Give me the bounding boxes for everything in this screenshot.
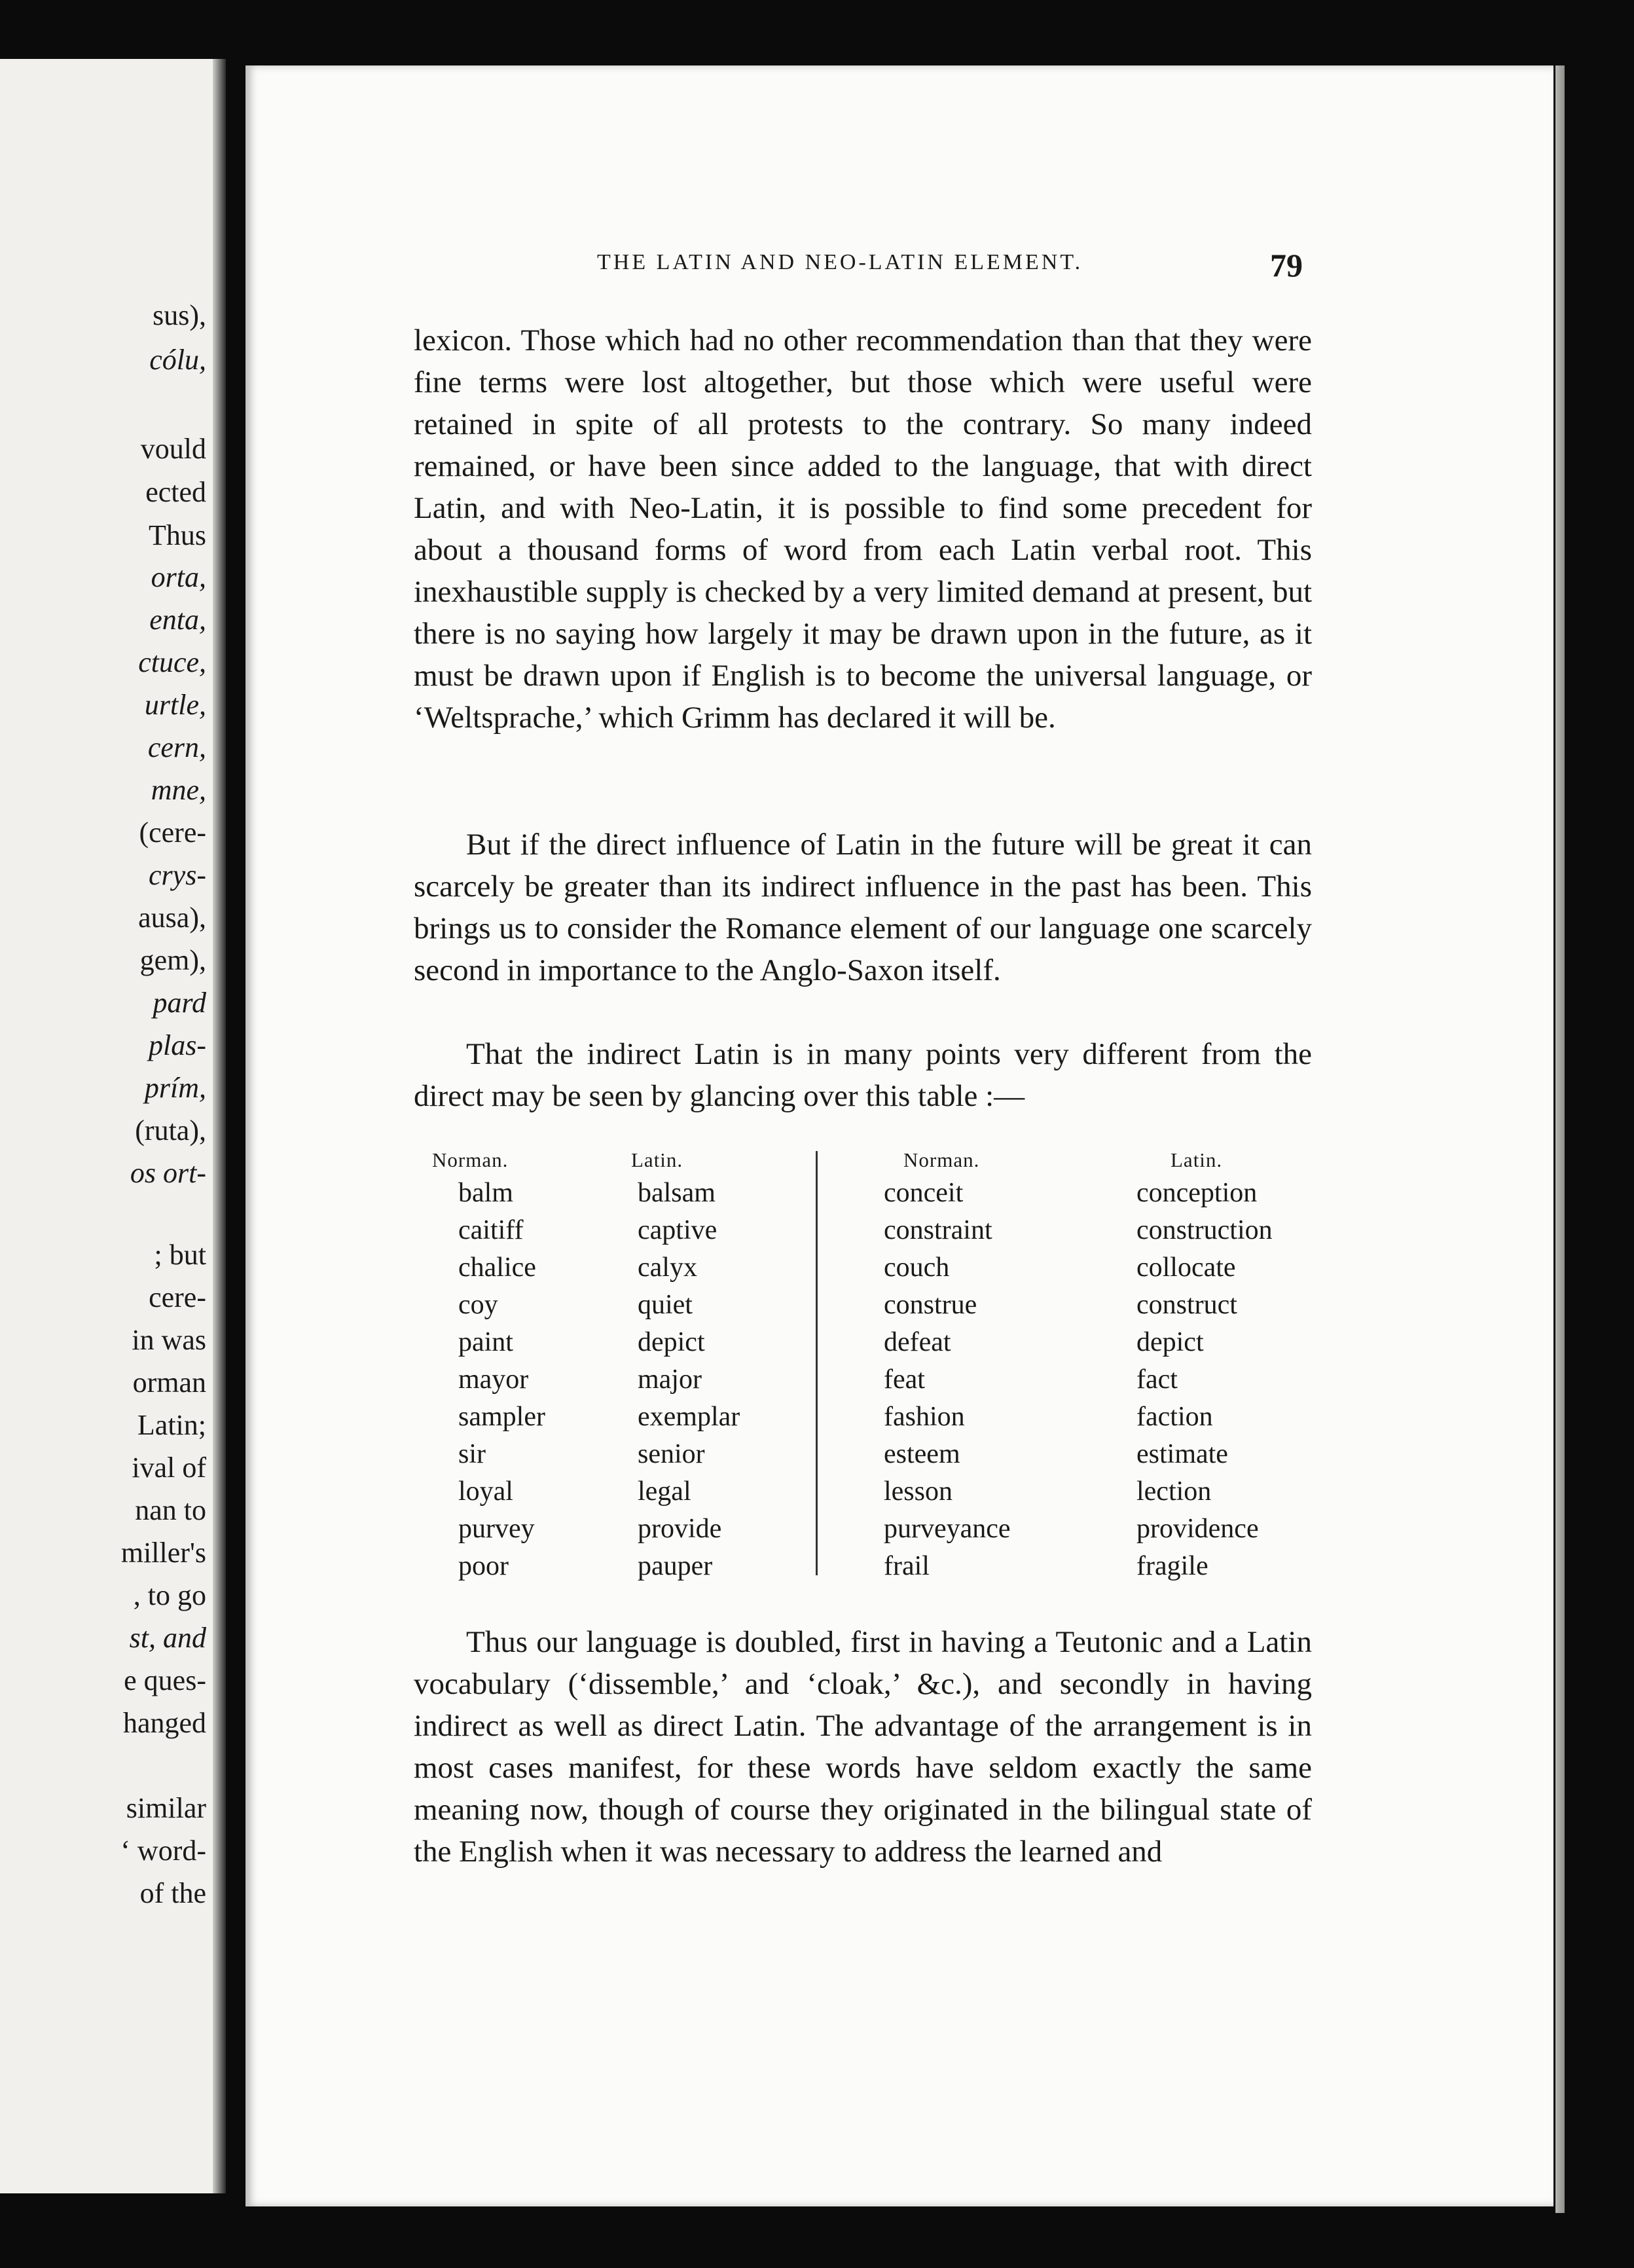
column-header: Latin. <box>631 1148 683 1171</box>
facing-page-line: , to go <box>133 1579 206 1611</box>
paragraph-2: But if the direct influence of Latin in the future will be great it can scarcely be greater than its indirect influence in the past has been. This brings us to consider the Romance element of our language one scarcely second in importance to the Anglo-Saxon itself. <box>414 828 1312 987</box>
facing-page-line: ival of <box>132 1452 206 1484</box>
facing-page-line: of the <box>139 1877 206 1909</box>
facing-page-line: plas- <box>149 1029 206 1061</box>
facing-page-line: crys- <box>149 859 206 891</box>
paragraph-3: That the indirect Latin is in many points very different from the direct may be seen by glancing over this table :— <box>414 1037 1312 1113</box>
facing-page-line: prím, <box>144 1072 206 1104</box>
table-cell: chalice <box>458 1253 536 1283</box>
facing-page-line: cern, <box>147 731 206 763</box>
page-number: 79 <box>1270 247 1303 284</box>
table-cell: provide <box>638 1514 722 1544</box>
facing-page-line: ‘ word- <box>120 1835 206 1867</box>
table-cell: feat <box>884 1364 925 1395</box>
table-cell: mayor <box>458 1364 529 1395</box>
table-cell: constraint <box>884 1215 992 1245</box>
facing-page-line: ; but <box>154 1239 206 1271</box>
table-column-norman-2 <box>884 1146 1011 1585</box>
facing-page-line: nan to <box>135 1494 206 1526</box>
table-divider <box>816 1151 818 1575</box>
table-cell: poor <box>458 1551 509 1581</box>
facing-page-line: (cere- <box>139 816 206 849</box>
table-cell: lesson <box>884 1476 953 1507</box>
facing-page-line: gem), <box>139 944 206 976</box>
table-cell: coy <box>458 1290 498 1320</box>
facing-page-line: os ort- <box>130 1157 206 1189</box>
facing-page-line: mne, <box>151 774 206 806</box>
table-cell: balsam <box>638 1178 716 1208</box>
facing-page-line: orta, <box>151 561 206 593</box>
table-cell: purveyance <box>884 1514 1011 1544</box>
facing-page-line: ected <box>145 476 206 508</box>
facing-page-line: hanged <box>122 1707 206 1739</box>
table-cell: construe <box>884 1290 977 1320</box>
table-cell: caitiff <box>458 1215 524 1245</box>
table-cell: conceit <box>884 1178 964 1208</box>
paragraph-4: Thus our language is doubled, first in having a Teutonic and a Latin vocabulary (‘dissemble,’ and ‘cloak,’ &c.), and secondly in having indirect as well as direct Latin. The advantage of the arrangement is in most cases manifest, for these words have seldom exactly the same meaning now, though of course they originated in the bilingual state of the English when it was necessary to address the learned and <box>414 1625 1312 1869</box>
table-column-latin-1 <box>628 1146 740 1585</box>
table-cell: fashion <box>884 1402 965 1432</box>
table-cell: providence <box>1136 1514 1259 1544</box>
book-gutter <box>213 59 226 2193</box>
facing-page-line: ausa), <box>138 902 206 934</box>
facing-page-line: urtle, <box>144 689 206 721</box>
table-cell: esteem <box>884 1439 960 1469</box>
facing-page <box>0 59 226 2193</box>
facing-page-line: miller's <box>120 1537 206 1569</box>
paragraph-1: lexicon. Those which had no other recommendation than that they were fine terms were lost altogether, but those which were useful were retained in spite of all protests to the contrary. So many indeed remained, or have been since added to the language, that with direct Latin, and with Neo-Latin, it is possible to find some precedent for about a thousand forms of word from each Latin verbal root. This inexhaustible supply is checked by a very limited demand at present, but there is no saying how largely it may be drawn upon in the future, as it must be drawn upon if English is to become the universal language, or ‘Weltsprache,’ which Grimm has declared it will be. <box>414 323 1312 735</box>
table-cell: purvey <box>458 1514 535 1544</box>
table-cell: couch <box>884 1253 950 1283</box>
table-cell: lection <box>1136 1476 1212 1507</box>
table-cell: sampler <box>458 1402 545 1432</box>
column-header: Norman. <box>432 1148 509 1171</box>
facing-page-line: orman <box>132 1366 206 1399</box>
word-table <box>432 1146 1322 1591</box>
facing-page-line: Thus <box>149 519 206 551</box>
table-cell: faction <box>1136 1402 1213 1432</box>
table-cell: defeat <box>884 1327 951 1357</box>
table-cell: loyal <box>458 1476 513 1507</box>
table-cell: captive <box>638 1215 717 1245</box>
facing-page-line: vould <box>140 433 206 465</box>
table-cell: pauper <box>638 1551 713 1581</box>
table-cell: depict <box>1136 1327 1204 1357</box>
table-cell: calyx <box>638 1253 697 1283</box>
facing-page-line: (ruta), <box>135 1114 206 1146</box>
table-cell: collocate <box>1136 1253 1236 1283</box>
table-cell: exemplar <box>638 1402 740 1432</box>
facing-page-line: ctuce, <box>138 646 206 678</box>
table-cell: paint <box>458 1327 513 1357</box>
facing-page-line: in was <box>132 1324 206 1356</box>
table-cell: legal <box>638 1476 691 1507</box>
page-edge <box>1555 65 1565 2213</box>
facing-page-line: sus), <box>153 299 206 331</box>
column-header: Latin. <box>1171 1148 1223 1171</box>
running-head: THE LATIN AND NEO-LATIN ELEMENT. <box>597 250 1083 274</box>
column-header: Norman. <box>903 1148 980 1171</box>
facing-page-line: cere- <box>149 1281 206 1313</box>
table-cell: depict <box>638 1327 705 1357</box>
table-cell: estimate <box>1136 1439 1228 1469</box>
table-cell: quiet <box>638 1290 693 1320</box>
table-cell: senior <box>638 1439 705 1469</box>
table-cell: sir <box>458 1439 486 1469</box>
facing-page-line: st, and <box>129 1622 206 1654</box>
facing-page-line: pard <box>153 987 206 1019</box>
table-cell: conception <box>1136 1178 1258 1208</box>
table-column-norman-1 <box>432 1146 545 1585</box>
facing-page-line: Latin; <box>137 1409 206 1441</box>
facing-page-line: e ques- <box>124 1664 206 1696</box>
table-cell: fact <box>1136 1364 1178 1395</box>
table-cell: construct <box>1136 1290 1237 1320</box>
table-cell: frail <box>884 1551 930 1581</box>
facing-page-line: enta, <box>149 604 206 636</box>
table-cell: fragile <box>1136 1551 1208 1581</box>
table-cell: construction <box>1136 1215 1273 1245</box>
table-cell: balm <box>458 1178 513 1208</box>
table-column-latin-2 <box>1136 1146 1273 1585</box>
facing-page-line: similar <box>126 1792 206 1824</box>
facing-page-line: cólu, <box>149 344 206 376</box>
table-cell: major <box>638 1364 702 1395</box>
